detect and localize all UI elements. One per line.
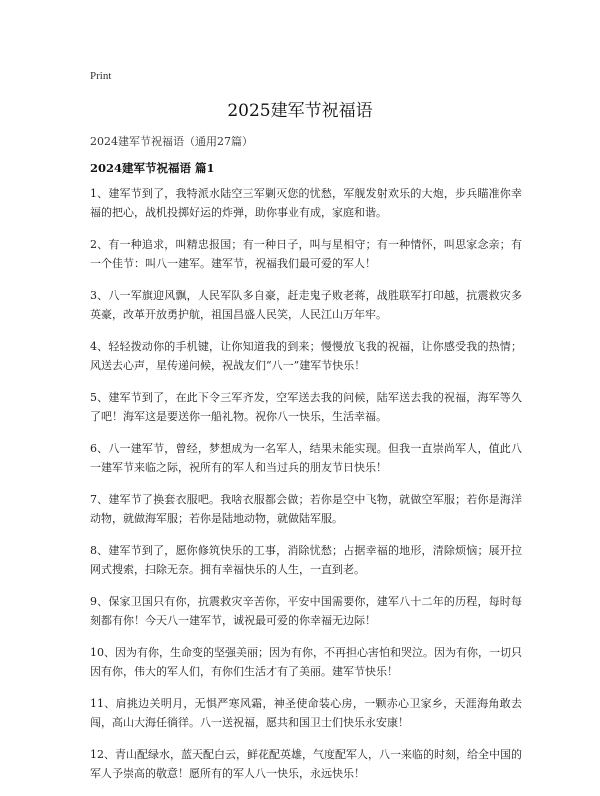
- paragraph-list: [90, 184, 522, 796]
- paragraph: 9、保家卫国只有你，抗震救灾辛苦你，平安中国需要你，建军八十二年的历程，每时每刻都有你！今天八一建军节，诚祝最可爱的你幸福无边际！: [90, 595, 522, 627]
- paragraph: 11、肩挑边关明月，无惧严寒风霜，神圣使命装心房，一颗赤心卫家乡，天涯海角敢去闯，高山大海任徜徉。八一送祝福，愿共和国卫士们快乐永安康！: [90, 697, 522, 729]
- paragraph: 12、青山配绿水，蓝天配白云，鲜花配英雄，气度配军人，八一来临的时刻，给全中国的军人予崇高的敬意！愿所有的军人八一快乐，永远快乐！: [90, 748, 522, 780]
- paragraph: 5、建军节到了，在此下令三军齐发，空军送去我的问候，陆军送去我的祝福，海军等久了吧！海军这是要送你一船礼物。祝你八一快乐，生活幸福。: [90, 391, 522, 423]
- paragraph: 6、八一建军节，曾经，梦想成为一名军人，结果未能实现。但我一直崇尚军人，值此八一建军节来临之际，祝所有的军人和当过兵的朋友节日快乐！: [90, 442, 522, 474]
- paragraph: 3、八一军旗迎风飘，人民军队多自豪，赶走鬼子败老蒋，战胜联军打印越，抗震救灾多英豪，改革开放勇护航，祖国昌盛人民笑，人民江山万年牢。: [90, 289, 522, 321]
- paragraph: 7、建军节了换套衣服吧。我啥衣服都会做；若你是空中飞物，就做空军服；若你是海洋动物，就做海军服；若你是陆地动物，就做陆军服。: [90, 493, 522, 525]
- paragraph: 2、有一种追求，叫精忠报国；有一种日子，叫与星相守；有一种情怀，叫思家念亲；有一个佳节：叫八一建军。建军节，祝福我们最可爱的军人！: [90, 238, 522, 270]
- print-link[interactable]: Print: [90, 70, 112, 82]
- paragraph: 4、轻轻拨动你的手机键，让你知道我的到来；慢慢放飞我的祝福，让你感受我的热情；风送去心声，星传递问候，祝战友们“八一”建军节快乐！: [90, 340, 522, 372]
- paragraph: 8、建军节到了，愿你修筑快乐的工事，消除忧愁；占据幸福的地形，清除烦恼；展开拉网式搜索，扫除无奈。拥有幸福快乐的人生，一直到老。: [90, 544, 522, 576]
- paragraph: 1、建军节到了，我特派水陆空三军剿灭您的忧愁，军舰发射欢乐的大炮，步兵瞄准你幸福的把心，战机投掷好运的炸弹，助你事业有成，家庭和谐。: [90, 187, 522, 219]
- section-heading: 2024建军节祝福语 篇1: [90, 161, 215, 175]
- document-subtitle: 2024建军节祝福语（通用27篇）: [90, 135, 253, 148]
- page-title: 2025建军节祝福语: [227, 101, 373, 121]
- paragraph: 10、因为有你，生命变的坚强美丽；因为有你，不再担心害怕和哭泣。因为有你，一切只因有你，伟大的军人们，有你们生活才有了美丽。建军节快乐！: [90, 646, 522, 678]
